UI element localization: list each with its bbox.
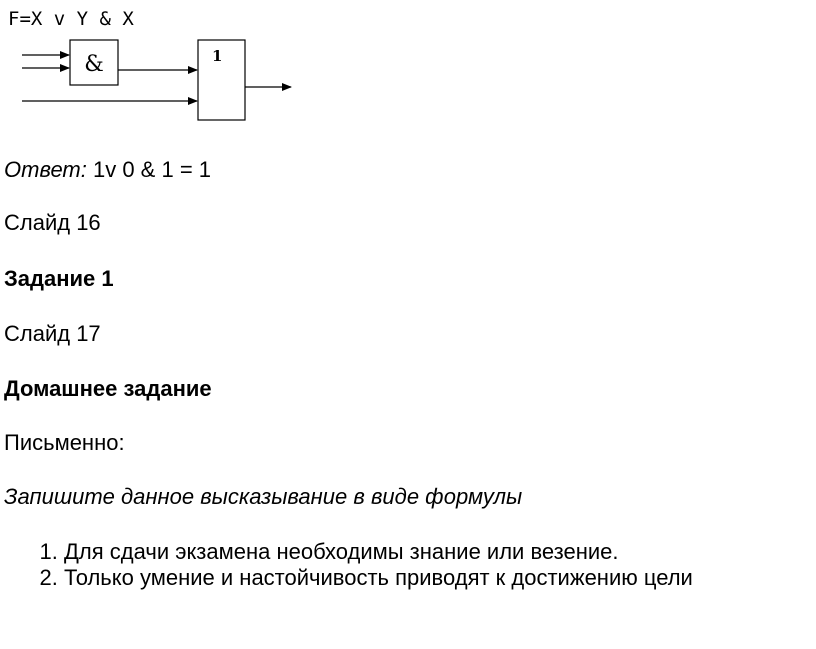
homework-heading: Домашнее задание [4, 376, 212, 401]
slide-16-heading: Слайд 16 [4, 210, 101, 235]
circuit-formula: F=X v Y & X [8, 8, 134, 30]
task-1-heading: Задание 1 [4, 266, 114, 291]
list-item: 2. Только умение и настойчивость приводят к достижению цели [64, 565, 804, 591]
written-label: Письменно: [4, 430, 125, 455]
answer-line [4, 157, 211, 183]
slide-17-heading: Слайд 17 [4, 321, 101, 346]
and-gate-label: & [84, 52, 104, 77]
or-gate-label: 1 [212, 47, 223, 65]
task-list [30, 539, 804, 591]
list-item: 1. Для сдачи экзамена необходимы знание или везение. [64, 539, 804, 565]
answer-expression: 1v 0 & 1 = 1 [86, 157, 212, 182]
answer-label: Ответ: [4, 157, 87, 182]
logic-circuit-diagram [0, 0, 320, 130]
instruction-text: Запишите данное высказывание в виде формулы [4, 484, 523, 509]
